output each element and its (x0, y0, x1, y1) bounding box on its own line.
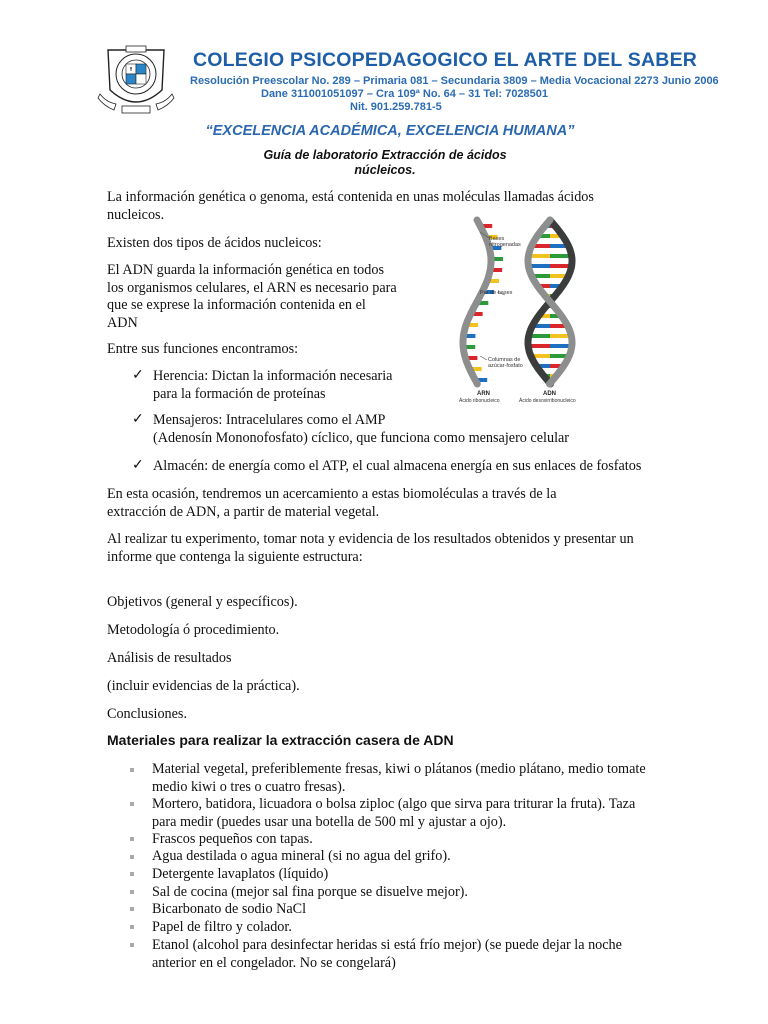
square-bullet-icon (130, 802, 134, 806)
square-bullet-icon (130, 837, 134, 841)
label-pair: Par de bases (480, 290, 513, 296)
label-bases: Bases (489, 236, 505, 242)
school-seal-logo (96, 44, 176, 118)
material-item-sal: Sal de cocina (mejor sal fina porque se disuelve mejor). (152, 884, 468, 900)
material-item-detergente: Detergente lavaplatos (líquido) (152, 866, 329, 882)
material-item-vegetal: Material vegetal, preferiblemente fresas, kiwi o plátanos (medio plátano, medio tomate medio kiwi o tres o cuatro fresas). (152, 761, 646, 795)
function-item-almacen: Almacén: de energía como el ATP, el cual almacena energía en sus enlaces de fosfatos (153, 458, 642, 474)
arn-sublabel: Ácido ribonucleico (459, 398, 500, 404)
material-item-frascos: Frascos pequeños con tapas. (152, 831, 313, 847)
checkmark-icon: ✓ (132, 412, 144, 427)
function-item-mensajeros: Mensajeros: Intracelulares como el AMP (Adenosín Mononofosfato) cíclico, que funciona como mensajero celular (153, 412, 570, 446)
function-item-herencia: Herencia: Dictan la información necesaria para la formación de proteínas (153, 368, 393, 402)
school-resolution: Resolución Preescolar No. 289 – Primaria 081 – Secundaria 3809 – Media Vocacional 2273 Junio 2006 (190, 75, 719, 87)
label-bases-2: nitrogenadas (489, 242, 521, 248)
adn-label: ADN (543, 391, 556, 397)
adn-sublabel: Ácido desoxirribonucleico (519, 398, 576, 404)
material-item-mortero: Mortero, batidora, licuadora o bolsa ziploc (algo que sirva para triturar la fruta). Taza para medir (puedes usar una botella de 500 ml y ajustar a ojo). (152, 796, 636, 830)
school-motto: “EXCELENCIA ACADÉMICA, EXCELENCIA HUMANA” (205, 123, 575, 139)
school-name: COLEGIO PSICOPEDAGOGICO EL ARTE DEL SABER (193, 49, 698, 71)
structure-conclusiones: Conclusiones. (107, 706, 187, 722)
label-columns: Columnas de (488, 357, 521, 363)
label-columns-2: azúcar-fosfato (488, 363, 523, 369)
square-bullet-icon (130, 907, 134, 911)
intro-paragraph-3: El ADN guarda la información genética en todos los organismos celulares, el ARN es necesario para que se exprese la información contenida en el ADN (107, 262, 397, 331)
material-item-etanol: Etanol (alcohol para desinfectar heridas si está frío mejor) (se puede dejar la noche anterior en el congelador. No se congelará) (152, 937, 622, 971)
material-item-agua: Agua destilada o agua mineral (si no agua del grifo). (152, 848, 451, 864)
material-item-bicarbonato: Bicarbonato de sodio NaCl (152, 901, 307, 917)
square-bullet-icon (130, 855, 134, 859)
intro-paragraph-1: La información genética o genoma, está contenida en unas moléculas llamadas ácidos nucleicos. (107, 189, 594, 223)
dna-rna-illustration (425, 212, 630, 412)
guide-title-line1: Guía de laboratorio Extracción de ácidos (263, 148, 507, 162)
guide-title (200, 148, 570, 178)
intro-paragraph-2: Existen dos tipos de ácidos nucleicos: (107, 235, 322, 251)
checkmark-icon: ✓ (132, 458, 144, 473)
intro-paragraph-4: Entre sus funciones encontramos: (107, 341, 299, 357)
arn-label: ARN (477, 391, 490, 397)
square-bullet-icon (130, 925, 134, 929)
material-item-papel: Papel de filtro y colador. (152, 919, 292, 935)
school-dane-address: Dane 311001051097 – Cra 109ª No. 64 – 31 Tel: 7028501 (261, 88, 549, 100)
square-bullet-icon (130, 890, 134, 894)
label-leader-line (480, 356, 487, 360)
checkmark-icon: ✓ (132, 368, 144, 383)
school-nit: Nit. 901.259.781-5 (350, 101, 442, 113)
body-paragraph-2: Al realizar tu experimento, tomar nota y evidencia de los resultados obtenidos y presentar un informe que contenga la siguiente estructura: (107, 531, 634, 565)
square-bullet-icon (130, 943, 134, 947)
structure-metodologia: Metodología ó procedimiento. (107, 622, 280, 638)
structure-objetivos: Objetivos (general y específicos). (107, 594, 298, 610)
body-paragraph-1: En esta ocasión, tendremos un acercamiento a estas biomoléculas a través de la extracción de ADN, a partir de material vegetal. (107, 486, 557, 520)
structure-analisis: Análisis de resultados (107, 650, 232, 666)
square-bullet-icon (130, 872, 134, 876)
materials-heading: Materiales para realizar la extracción casera de ADN (107, 732, 454, 748)
structure-evidencias: (incluir evidencias de la práctica). (107, 678, 300, 694)
square-bullet-icon (130, 768, 134, 772)
guide-title-line2: núcleicos. (354, 163, 416, 177)
